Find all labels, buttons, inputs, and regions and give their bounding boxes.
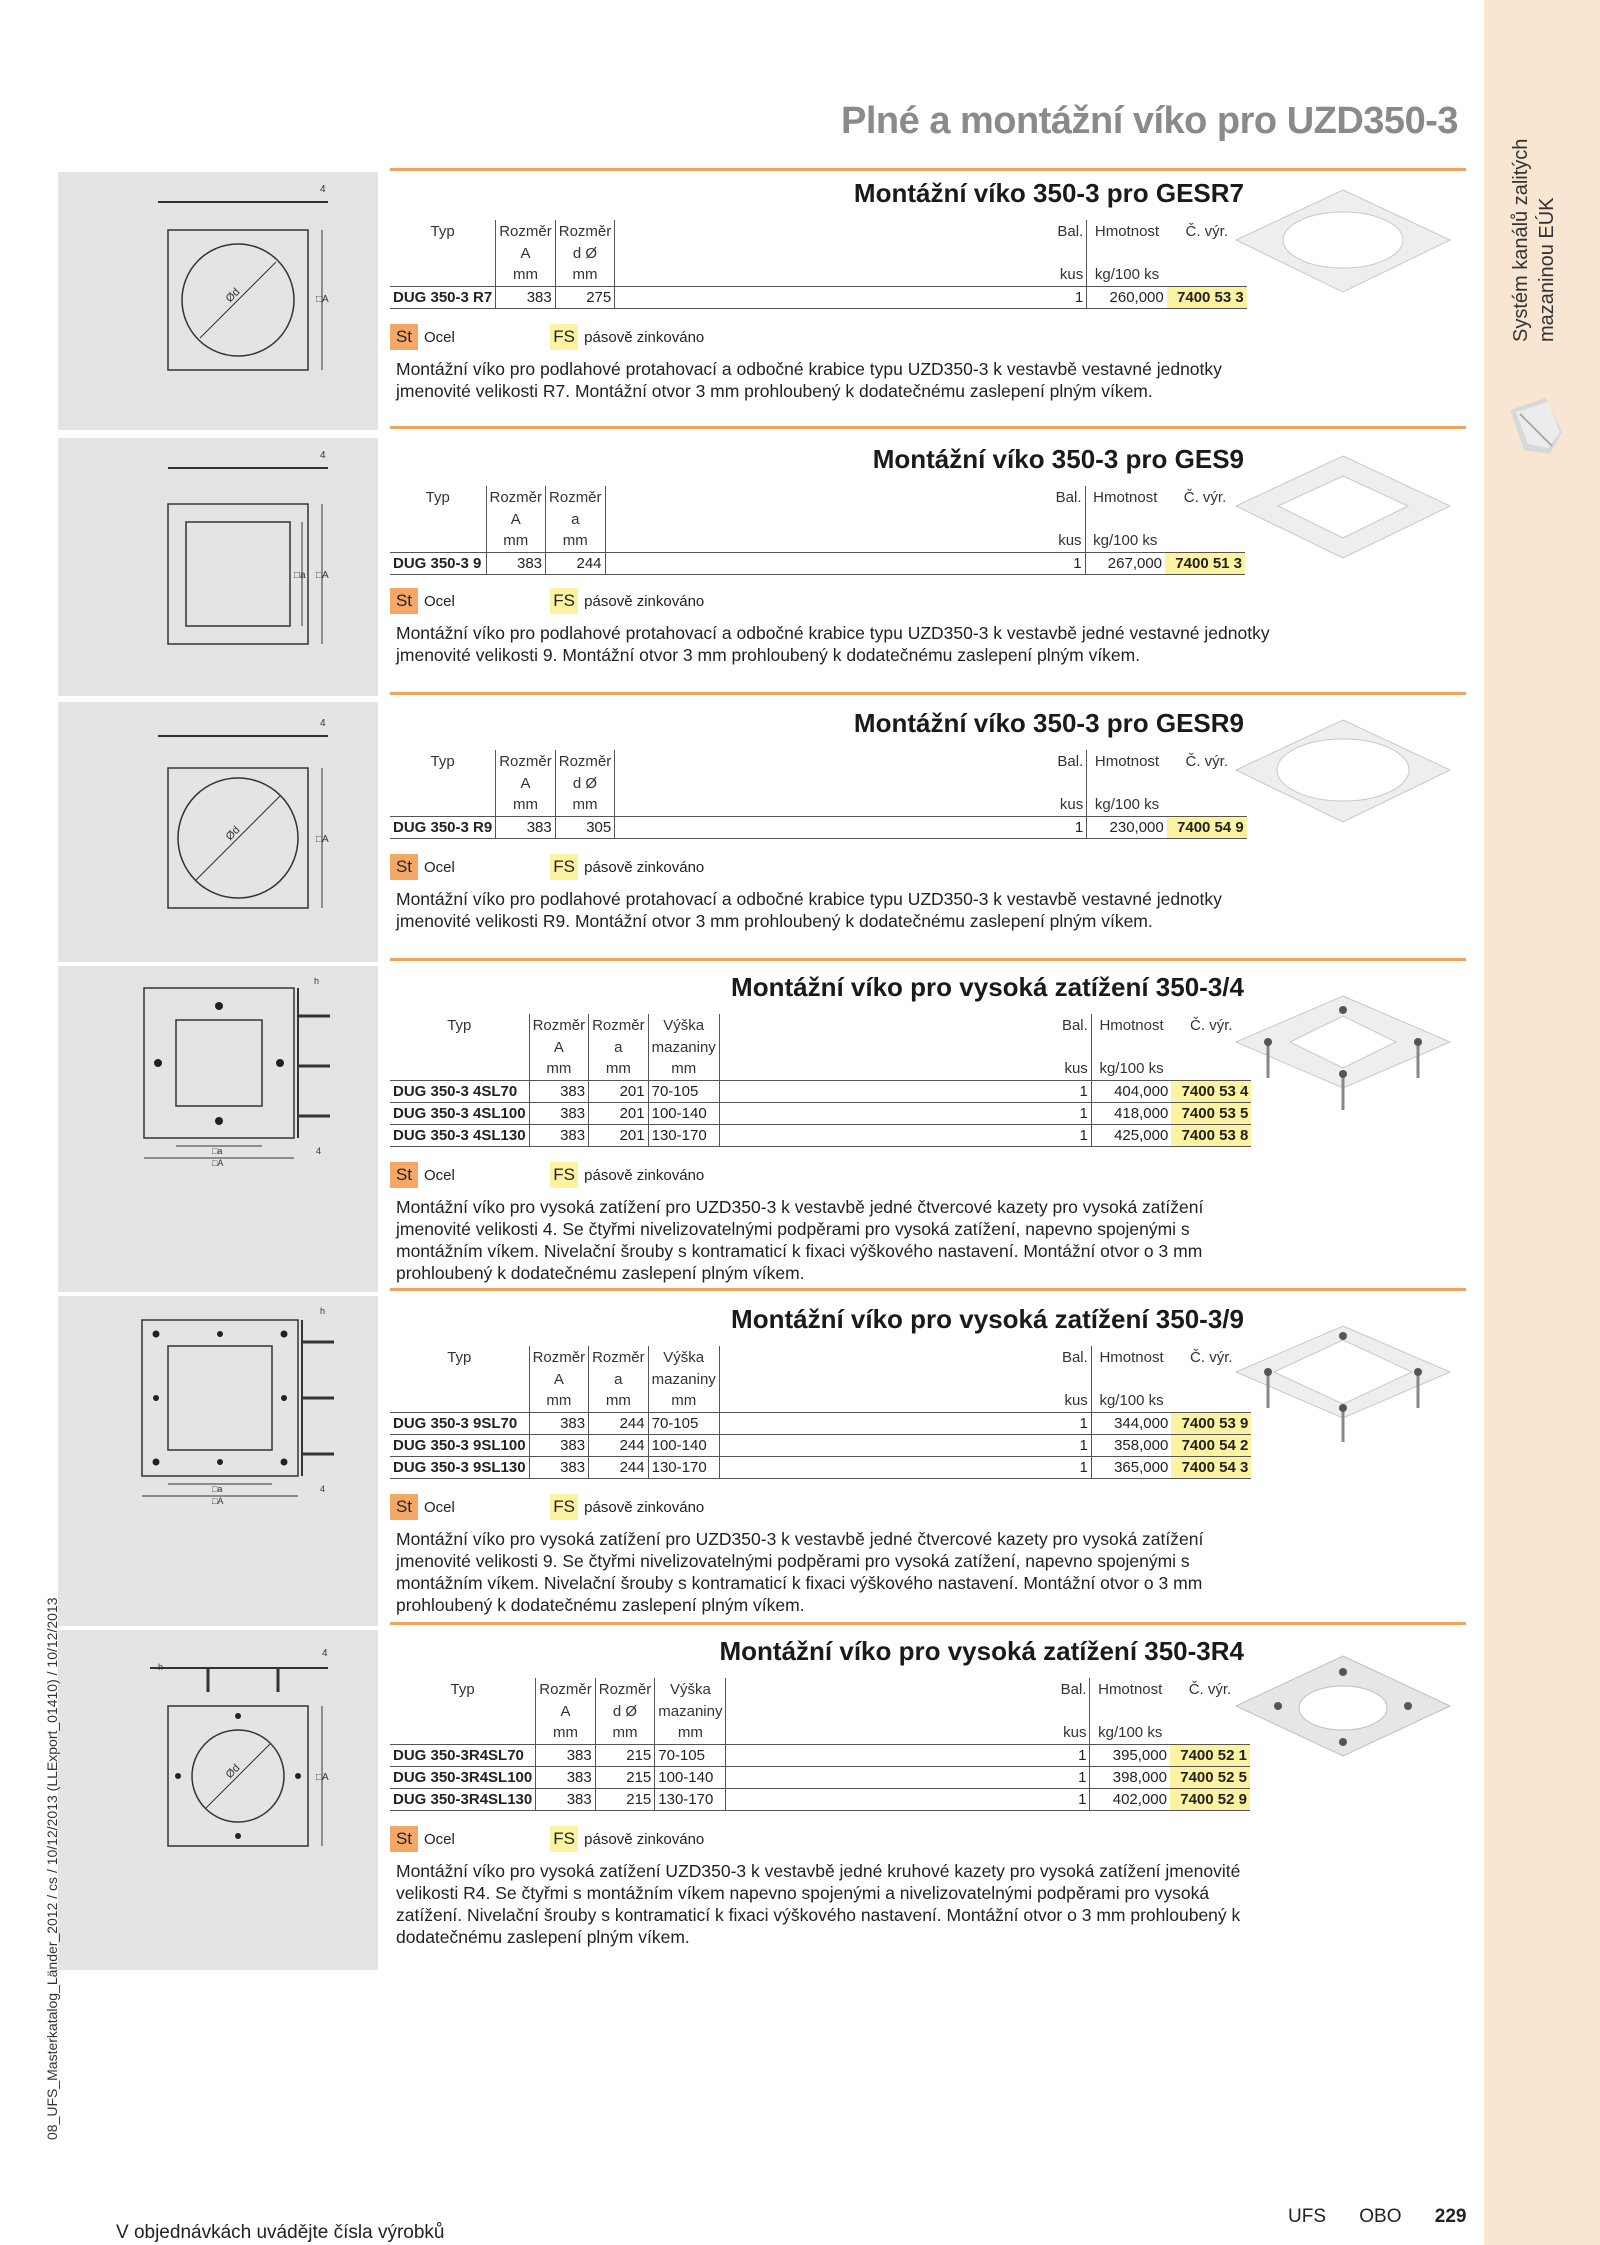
- svg-text:□a: □a: [212, 1146, 223, 1156]
- svg-text:4: 4: [320, 718, 326, 729]
- material-row: St Ocel FS pásově zinkováno: [390, 588, 704, 614]
- table-row: DUG 350-3 9SL70 383 244 70-105 1 344,000 7400 53 9: [390, 1412, 1251, 1434]
- table-row: DUG 350-3 9SL100 383 244 100-140 1 358,000 7400 54 2: [390, 1434, 1251, 1456]
- section-ges9: [58, 438, 1466, 696]
- product-photo: [1228, 182, 1458, 302]
- table-row: DUG 350-3 4SL100 383 201 100-140 1 418,000 7400 53 5: [390, 1102, 1251, 1124]
- svg-text:□a: □a: [294, 570, 306, 581]
- svg-text:Ød: Ød: [223, 824, 243, 843]
- product-photo: [1228, 712, 1458, 832]
- section-title: Montážní víko 350-3 pro GESR9: [853, 708, 1244, 738]
- svg-text:Ød: Ød: [223, 286, 243, 305]
- product-photo: [1228, 1316, 1458, 1446]
- svg-text:□A: □A: [316, 294, 329, 305]
- material-badge-st: St: [390, 324, 418, 350]
- technical-drawing: [58, 702, 378, 962]
- product-table: Typ Rozměr Rozměr Bal. Hmotnost Č. výr. A a mm mm kus kg/100 ks DUG 350-3 9 383 244 1 267,000 7400 51 3: [390, 486, 1245, 575]
- section-350-3-4: [58, 966, 1466, 1292]
- finish-badge-fs: FS: [550, 1494, 578, 1520]
- section-350-3r4: [58, 1630, 1466, 1970]
- finish-badge-fs: FS: [550, 1162, 578, 1188]
- section-title: Montážní víko pro vysoká zatížení 350-3/9: [731, 1304, 1244, 1334]
- section-gesr9: [58, 702, 1466, 962]
- product-table: Typ Rozměr Rozměr Výška Bal. Hmotnost Č. výr. A a mazaniny mm mm mm kus kg/100 ks DUG 350-3 4SL70 383 201 70-105 1 404,000 7400 53 4 DUG 350-3 4SL100 383 201 100-140 1 418,000 7400 53 5 DUG 350-3 4SL130 383 201 130-170 1 425,000 7400 53 8: [390, 1014, 1251, 1147]
- table-row: DUG 350-3 4SL70 383 201 70-105 1 404,000 7400 53 4: [390, 1080, 1251, 1102]
- table-row: DUG 350-3 R7 383 275 1 260,000 7400 53 3: [390, 286, 1247, 308]
- svg-text:4: 4: [322, 1648, 328, 1659]
- product-photo: [1228, 986, 1458, 1116]
- channel-profile-icon: [1510, 392, 1566, 458]
- product-photo: [1228, 448, 1458, 568]
- page-title: Plné a montážní víko pro UZD350-3: [841, 100, 1458, 142]
- table-row: DUG 350-3 R9 383 305 1 230,000 7400 54 9: [390, 816, 1247, 838]
- material-badge-st: St: [390, 854, 418, 880]
- finish-badge-fs: FS: [550, 588, 578, 614]
- svg-text:Ød: Ød: [223, 1762, 243, 1781]
- product-table: Typ Rozměr Rozměr Výška Bal. Hmotnost Č. výr. A a mazaniny mm mm mm kus kg/100 ks DUG 350-3 9SL70 383 244 70-105 1 344,000 7400 53 9 DUG 350-3 9SL100 383 244 100-140 1 358,000 7400 54 2 DUG 350-3 9SL130 383 244 130-170 1 365,000 7400 54 3: [390, 1346, 1251, 1479]
- product-description: Montážní víko pro vysoká zatížení pro UZD350-3 k vestavbě jedné čtvercové kazety pro vysoká zatížení jmenovité velikosti 4. Se čtyřmi nivelizovatelnými podpěrami pro vysoká zatížení, napevno spojenými s montážním víkem. Nivelační šrouby s kontramaticí k fixaci výškového nastavení. Montážní otvor o 3 mm prohloubený k dodatečnému zaslepení plným víkem.: [396, 1197, 1204, 1283]
- svg-text:h: h: [158, 1662, 164, 1672]
- material-row: St Ocel FS pásově zinkováno: [390, 1826, 704, 1852]
- technical-drawing: [58, 438, 378, 696]
- technical-drawing: [58, 1630, 378, 1970]
- product-description: Montážní víko pro podlahové protahovací a odbočné krabice typu UZD350-3 k vestavbě vestavné jednotky jmenovité velikosti R9. Montážní otvor 3 mm prohloubený k dodatečnému zaslepení plným víkem.: [396, 889, 1222, 931]
- export-note: 08_UFS_Masterkatalog_Länder_2012 / cs / 10/12/2013 (LLExport_01410) / 10/12/2013: [44, 1597, 60, 2140]
- svg-text:□A: □A: [316, 1772, 329, 1783]
- finish-badge-fs: FS: [550, 854, 578, 880]
- technical-drawing: [58, 966, 378, 1292]
- product-description: Montážní víko pro podlahové protahovací a odbočné krabice typu UZD350-3 k vestavbě vestavné jednotky jmenovité velikosti R7. Montážní otvor 3 mm prohloubený k dodatečnému zaslepení plným víkem.: [396, 359, 1222, 401]
- svg-text:h: h: [320, 1306, 326, 1316]
- table-row: DUG 350-3 9SL130 383 244 130-170 1 365,000 7400 54 3: [390, 1456, 1251, 1478]
- finish-badge-fs: FS: [550, 324, 578, 350]
- svg-text:□A: □A: [212, 1158, 224, 1166]
- product-description: Montážní víko pro vysoká zatížení UZD350-3 k vestavbě jedné kruhové kazety pro vysoká zatížení jmenovité velikosti R4. Se čtyřmi s montážním víkem napevno spojenými a nivelizovatelnými podpěrami pro vysoká zatížení. Nivelační šrouby s kontramaticí k fixaci výškového nastavení. Montážní otvor o 3 mm prohloubený k dodatečnému zaslepení plným víkem.: [396, 1861, 1241, 1947]
- table-row: DUG 350-3R4SL70 383 215 70-105 1 395,000 7400 52 1: [390, 1744, 1250, 1766]
- side-tab-line-1: Systém kanálů zalitých: [1510, 138, 1532, 342]
- product-description: Montážní víko pro vysoká zatížení pro UZD350-3 k vestavbě jedné čtvercové kazety pro vysoká zatížení jmenovité velikosti 9. Se čtyřmi nivelizovatelnými podpěrami pro vysoká zatížení, napevno spojenými s montážním víkem. Nivelační šrouby s kontramaticí k fixaci výškového nastavení. Montážní otvor o 3 mm prohloubený k dodatečnému zaslepení plným víkem.: [396, 1529, 1204, 1615]
- finish-badge-fs: FS: [550, 1826, 578, 1852]
- section-title: Montážní víko 350-3 pro GESR7: [853, 178, 1244, 208]
- material-badge-st: St: [390, 1494, 418, 1520]
- section-title: Montážní víko pro vysoká zatížení 350-3/4: [731, 972, 1244, 1002]
- section-gesr7: [58, 172, 1466, 430]
- material-badge-st: St: [390, 588, 418, 614]
- svg-text:4: 4: [320, 450, 326, 461]
- section-title: Montážní víko 350-3 pro GES9: [872, 444, 1244, 474]
- side-tab-label: [1498, 120, 1588, 360]
- material-row: St Ocel FS pásově zinkováno: [390, 1494, 704, 1520]
- svg-text:4: 4: [320, 184, 326, 195]
- svg-text:4: 4: [316, 1146, 322, 1156]
- footer-brand: [1288, 2206, 1495, 2228]
- svg-text:□a: □a: [212, 1484, 223, 1494]
- table-row: DUG 350-3 9 383 244 1 267,000 7400 51 3: [390, 552, 1245, 574]
- section-title: Montážní víko pro vysoká zatížení 350-3R4: [719, 1636, 1244, 1666]
- footer-brand-obo: OBO: [1359, 2206, 1402, 2227]
- table-row: DUG 350-3 4SL130 383 201 130-170 1 425,000 7400 53 8: [390, 1124, 1251, 1146]
- technical-drawing: [58, 1296, 378, 1626]
- svg-text:h: h: [314, 976, 320, 986]
- title-rule: [390, 168, 1466, 171]
- material-badge-st: St: [390, 1162, 418, 1188]
- product-table: Typ Rozměr Rozměr Bal. Hmotnost Č. výr. A d Ø mm mm kus kg/100 ks DUG 350-3 R9 383 305 1 230,000 7400 54 9: [390, 750, 1247, 839]
- material-row: St Ocel FS pásově zinkováno: [390, 324, 704, 350]
- page-number: 229: [1434, 2206, 1467, 2227]
- product-table: Typ Rozměr Rozměr Výška Bal. Hmotnost Č. výr. A d Ø mazaniny mm mm mm kus kg/100 ks DUG 350-3R4SL70 383 215 70-105 1 395,000 7400 52 1 DUG 350-3R4SL100 383 215 100-140 1 398,000 7400 52 5 DUG 350-3R4SL130 383 215 130-170 1 402,000 7400 52 9: [390, 1678, 1250, 1811]
- product-description: Montážní víko pro podlahové protahovací a odbočné krabice typu UZD350-3 k vestavbě jedné vestavné jednotky jmenovité velikosti 9. Montážní otvor 3 mm prohloubený k dodatečnému zaslepení plným víkem.: [396, 623, 1270, 665]
- material-row: St Ocel FS pásově zinkováno: [390, 854, 704, 880]
- footer-order-note: V objednávkách uvádějte čísla výrobků: [116, 2222, 445, 2243]
- section-350-3-9: [58, 1296, 1466, 1626]
- svg-text:□A: □A: [316, 570, 329, 581]
- material-row: St Ocel FS pásově zinkováno: [390, 1162, 704, 1188]
- product-photo: [1228, 1650, 1458, 1780]
- table-row: DUG 350-3R4SL100 383 215 100-140 1 398,000 7400 52 5: [390, 1766, 1250, 1788]
- svg-text:□A: □A: [212, 1496, 224, 1506]
- product-table: Typ Rozměr Rozměr Bal. Hmotnost Č. výr. A d Ø mm mm kus kg/100 ks DUG 350-3 R7 383 275 1 260,000 7400 53 3: [390, 220, 1247, 309]
- technical-drawing: [58, 172, 378, 430]
- table-row: DUG 350-3R4SL130 383 215 130-170 1 402,000 7400 52 9: [390, 1788, 1250, 1810]
- svg-text:4: 4: [320, 1484, 326, 1494]
- side-tab-line-2: mazaninou EÚK: [1536, 197, 1558, 342]
- footer-brand-ufs: UFS: [1288, 2206, 1326, 2227]
- svg-text:□A: □A: [316, 834, 329, 845]
- material-badge-st: St: [390, 1826, 418, 1852]
